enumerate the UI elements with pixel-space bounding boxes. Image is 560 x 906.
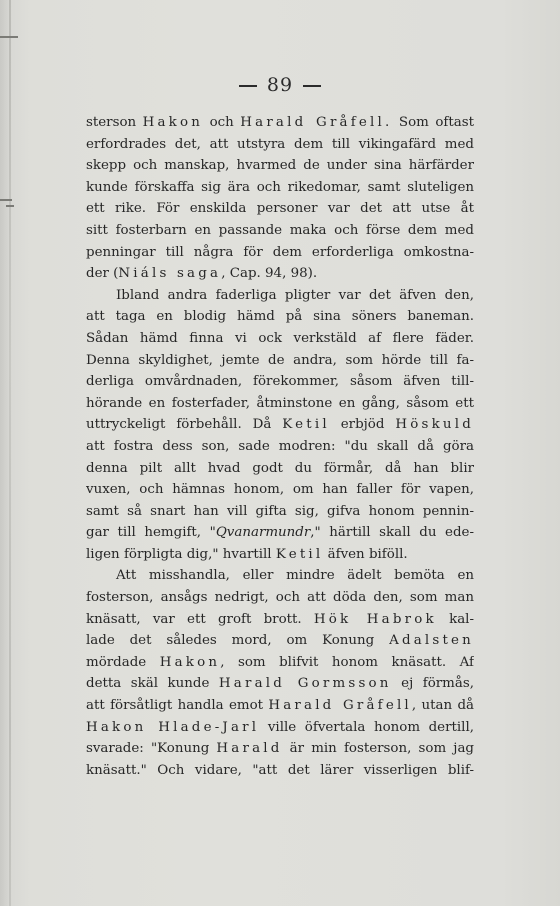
text-line <box>86 630 474 652</box>
text-segment: hörande en fosterfader, åtminstone en gång, såsom ett <box>86 395 474 411</box>
text-segment: mördade <box>86 654 160 670</box>
text-line <box>86 695 474 717</box>
text-segment: Ibland andra faderliga pligter var det äfven den, <box>116 287 474 303</box>
text-line <box>86 414 474 436</box>
text-segment: der ( <box>86 266 119 282</box>
spaced-name: Hakon <box>159 654 221 670</box>
text-segment: penningar till några för dem erforderliga omkostna- <box>86 244 474 260</box>
text-segment: ej förmås, <box>391 676 474 692</box>
text-line <box>86 371 474 393</box>
text-line <box>86 177 474 199</box>
edge-mark <box>0 199 12 201</box>
text-segment: kunde förskaffa sig ära och rikedomar, samt sluteligen <box>86 179 474 195</box>
text-line <box>86 717 474 739</box>
spaced-name: Hakon <box>142 115 204 130</box>
text-segment: , Cap. 94, 98). <box>221 266 318 282</box>
text-segment: derliga omvårdnaden, förekommer, såsom äfven till- <box>86 374 474 390</box>
text-segment: uttryckeligt förbehåll. Då <box>86 417 283 433</box>
text-segment: Sådan hämd finna vi ock verkstäld af flere fäder. <box>86 330 474 346</box>
spaced-name: Hök Habrok <box>313 611 437 627</box>
text-segment: , som blifvit honom knäsatt. Af <box>220 654 474 670</box>
text-line <box>86 501 474 523</box>
text-segment: samt så snart han vill gifta sig, gifva honom pennin- <box>86 503 474 519</box>
text-segment: vuxen, och hämnas honom, om han faller för vapen, <box>86 482 474 498</box>
text-segment: lade det således mord, om Konung <box>86 633 390 649</box>
spaced-name: Ketil <box>282 417 330 433</box>
binding-edge <box>9 0 11 906</box>
text-segment: Som oftast <box>392 115 474 130</box>
text-segment: kal- <box>436 611 474 627</box>
italic-term: Qvanarmundr <box>215 525 311 541</box>
edge-mark <box>6 205 14 207</box>
page-header <box>0 74 560 96</box>
text-segment: äfven biföll. <box>323 546 408 562</box>
text-segment: att fostra dess son, sade modren: "du skall då göra <box>86 438 474 454</box>
edge-mark <box>0 36 18 38</box>
text-segment: knäsatt, var ett groft brott. <box>86 611 314 627</box>
spaced-name: Harald Gråfell <box>268 698 412 714</box>
text-segment: knäsatt." Och vidare, "att det lärer visserligen blif- <box>86 762 474 778</box>
text-line <box>86 565 474 587</box>
text-segment: erbjöd <box>329 417 396 433</box>
text-line <box>86 522 474 544</box>
body-text <box>86 112 474 781</box>
text-segment: ligen förpligta dig," hvartill <box>86 546 276 562</box>
text-line <box>86 263 474 285</box>
text-segment: fosterson, ansågs nedrigt, och att döda den, som man <box>86 590 474 606</box>
text-line <box>86 134 474 156</box>
text-segment: denna pilt allt hvad godt du förmår, då han blir <box>86 460 474 476</box>
text-segment: detta skäl kunde <box>86 676 219 692</box>
spaced-name: Harald Gråfell. <box>240 115 393 130</box>
spaced-name: Höskuld <box>395 417 474 433</box>
text-segment: att taga en blodig hämd på sina söners baneman. <box>86 309 474 325</box>
spaced-name: Adalsten <box>389 633 474 649</box>
text-line <box>86 458 474 480</box>
text-segment: sterson <box>86 115 143 130</box>
text-segment: ," härtill skall du ede- <box>310 525 474 541</box>
text-line <box>86 198 474 220</box>
header-dash-right <box>303 85 321 87</box>
text-segment: att försåtligt handla emot <box>86 698 269 714</box>
text-line <box>86 393 474 415</box>
page-number: 89 <box>266 74 294 96</box>
text-line <box>86 587 474 609</box>
text-line <box>86 760 474 782</box>
text-segment: ett rike. För enskilda personer var det att utse åt <box>86 201 474 217</box>
text-line <box>86 328 474 350</box>
text-line <box>86 112 474 134</box>
text-line <box>86 350 474 372</box>
text-line <box>86 220 474 242</box>
text-line <box>86 544 474 566</box>
spaced-name: Harald <box>216 741 283 757</box>
text-line <box>86 242 474 264</box>
text-line <box>86 479 474 501</box>
text-line <box>86 673 474 695</box>
text-line <box>86 738 474 760</box>
text-line <box>86 609 474 631</box>
text-segment: och <box>203 115 241 130</box>
text-segment: gar till hemgift, " <box>86 525 216 541</box>
text-segment: skepp och manskap, hvarmed de under sina härfärder <box>86 158 474 174</box>
text-line <box>86 285 474 307</box>
header-dash-left <box>239 85 257 87</box>
text-segment: ville öfvertala honom dertill, <box>259 719 474 735</box>
text-segment: Denna skyldighet, jemte de andra, som hörde till fa- <box>86 352 474 368</box>
text-segment: svarade: "Konung <box>86 741 217 757</box>
text-segment: erfordrades det, att utstyra dem till vikingafärd med <box>86 136 474 152</box>
text-line <box>86 306 474 328</box>
spaced-name: Ketil <box>275 546 324 562</box>
text-line <box>86 436 474 458</box>
spaced-name: Niáls saga <box>118 266 222 282</box>
spaced-name: Harald Gormsson <box>218 676 392 692</box>
text-segment: är min fosterson, som jag <box>282 741 474 757</box>
text-line <box>86 652 474 674</box>
spaced-name: Hakon Hlade-Jarl <box>86 719 260 735</box>
text-segment: Att misshandla, eller mindre ädelt bemöta en <box>116 568 474 584</box>
text-line <box>86 155 474 177</box>
text-segment: , utan då <box>411 698 474 714</box>
text-segment: sitt fosterbarn en passande maka och förse dem med <box>86 222 474 238</box>
